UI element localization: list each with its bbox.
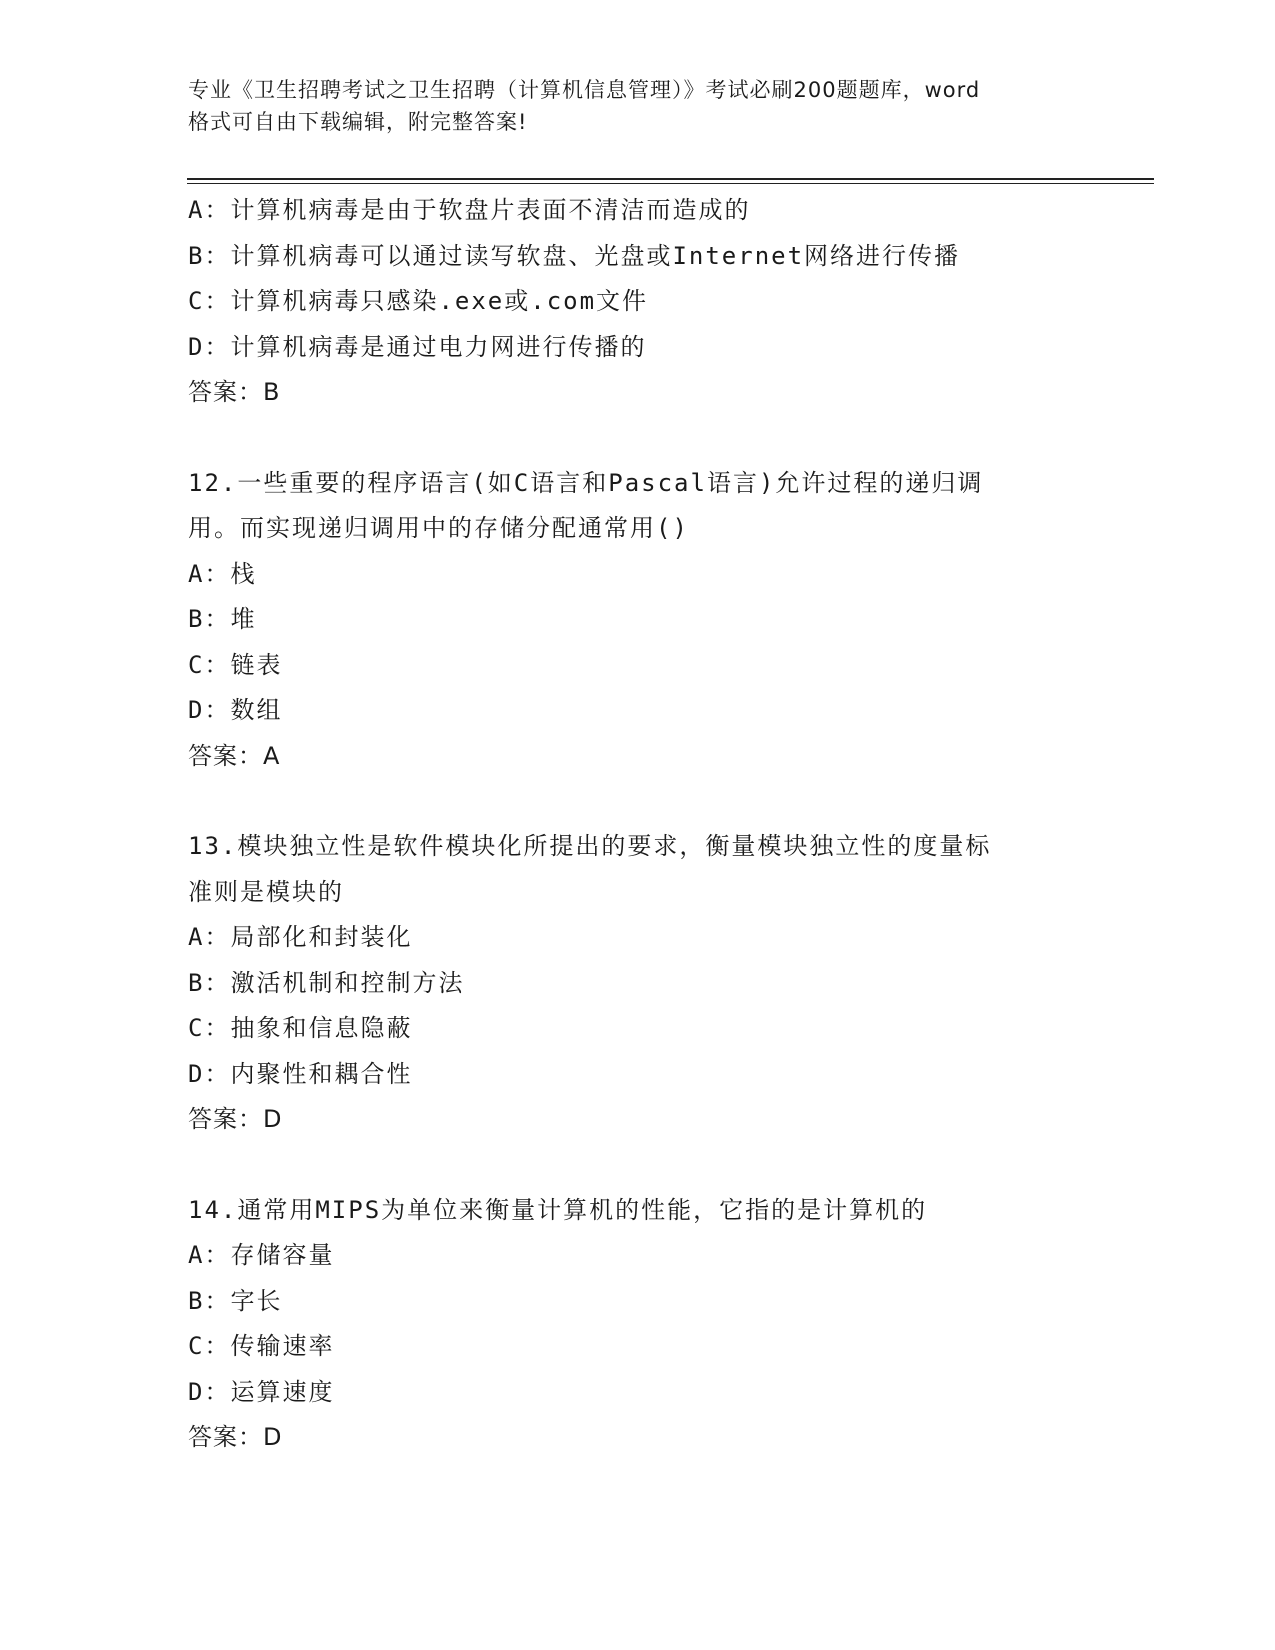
option-d: D：内聚性和耦合性 (188, 1059, 413, 1088)
option-d: D：计算机病毒是通过电力网进行传播的 (188, 332, 647, 361)
option-c: C：链表 (188, 650, 283, 679)
option-a: A：计算机病毒是由于软盘片表面不清洁而造成的 (188, 196, 751, 224)
spacer (188, 779, 1088, 824)
spacer (188, 1143, 1088, 1188)
option-b: B：堆 (188, 605, 257, 633)
option-d: D：运算速度 (188, 1377, 335, 1406)
header-divider (187, 178, 1154, 184)
option-c: C：抽象和信息隐蔽 (188, 1014, 413, 1042)
question-11-block (188, 188, 1088, 416)
option-a: A：局部化和封装化 (188, 923, 413, 951)
question-text: 12.一些重要的程序语言(如C语言和Pascal语言)允许过程的递归调 (188, 468, 984, 497)
header-title-line-1: 专业《卫生招聘考试之卫生招聘（计算机信息管理）》考试必刷200题题库，word (188, 78, 981, 102)
option-c: C：传输速率 (188, 1332, 335, 1360)
answer-line: 答案：B (188, 378, 281, 406)
question-text-continued: 准则是模块的 (188, 877, 344, 906)
question-text-continued: 用。而实现递归调用中的存储分配通常用() (188, 514, 689, 542)
question-text: 13.模块独立性是软件模块化所提出的要求，衡量模块独立性的度量标 (188, 832, 992, 860)
question-14-block (188, 1188, 1088, 1461)
question-13-block (188, 824, 1088, 1143)
option-b: B：字长 (188, 1286, 283, 1315)
option-c: C：计算机病毒只感染.exe或.com文件 (188, 287, 649, 315)
document-header (188, 74, 1088, 138)
answer-line: 答案：D (188, 1423, 283, 1451)
answer-line: 答案：A (188, 741, 281, 770)
question-text: 14.通常用MIPS为单位来衡量计算机的性能，它指的是计算机的 (188, 1195, 928, 1224)
option-b: B：计算机病毒可以通过读写软盘、光盘或Internet网络进行传播 (188, 241, 961, 270)
option-a: A：栈 (188, 559, 257, 588)
header-title-line-2: 格式可自由下载编辑，附完整答案! (188, 110, 528, 134)
question-list (188, 188, 1088, 1461)
option-a: A：存储容量 (188, 1241, 335, 1269)
option-d: D：数组 (188, 696, 283, 724)
option-b: B：激活机制和控制方法 (188, 968, 465, 997)
answer-line: 答案：D (188, 1105, 283, 1133)
spacer (188, 416, 1088, 461)
question-12-block (188, 461, 1088, 780)
